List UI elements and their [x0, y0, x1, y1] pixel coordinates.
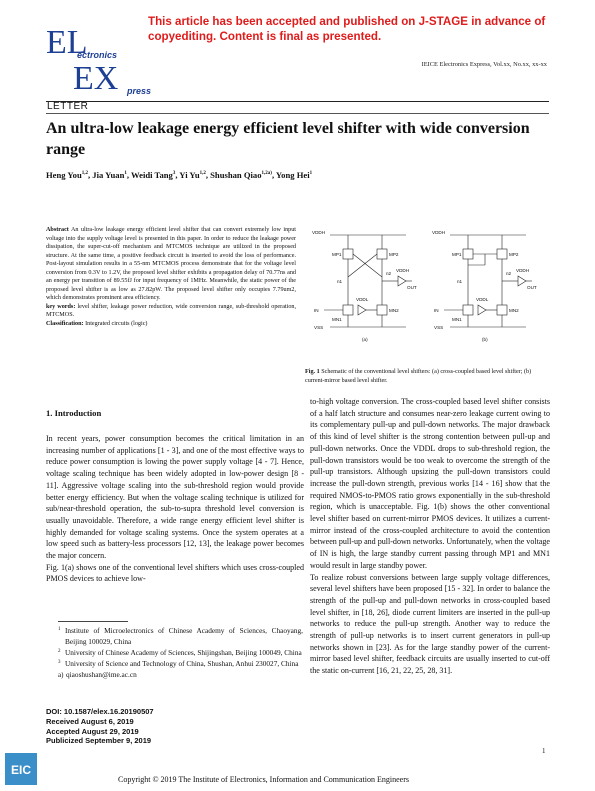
section-tag: LETTER — [47, 101, 89, 112]
fig-label: OUT — [527, 285, 537, 290]
journal-logo-press: press — [127, 86, 152, 96]
journal-logo-ex: EX — [73, 60, 119, 97]
author-list: Heng You$^{1,2}$, Jia Yuan$^1$, Weidi Tang$^3$, Yi Yu$^{1,2}$, Shushan Qiao$^{1,2a)}$, Yong Hei$^1$ — [46, 170, 313, 180]
fig-label: MP1 — [452, 252, 462, 257]
fig-label: n2 — [386, 271, 392, 276]
paragraph: to-high voltage conversion. The cross-coupled based level shifter consists of a half latch structure and consumes near-zero leakage current owing to its complementary pull-up and pull-down networks. The major drawback of this kind of level shifter is the strong contention between pull-up and pull-down networks. Once the VDDL drops to sub-threshold region, the pull-down transistors would be too weak to overcome the strength of the pull-up transistors. Although upsizing the pull-down transistors could increase the pull-down strength, previous works [14 - 16] show that the required NMOS-to-PMOS ratio grows exponentially in the sub-threshold region, which is unacceptable. Fig. 1(b) shows the other conventional level shifter based on current-mirror PMOS devices. It utilizes a current-mirror instead of the cross-coupled architecture to avoid the contention between pull-up and pull-down networks. Unfortunately, when the voltage of IN is high, the large standby current passing through MP1 and MN1 would result in large standby power. — [310, 397, 550, 570]
keywords-text: level shifter, leakage power reduction, wide conversion range, sub-threshold operation, MTCMOS. — [46, 303, 297, 318]
fig-label: (a) — [362, 337, 368, 342]
advance-publication-notice: This article has been accepted and published on J-STAGE in advance of copyediting. Content is final as presented. — [148, 15, 546, 43]
fig-label: VDDH — [312, 230, 326, 235]
fig-label: MN1 — [452, 317, 462, 322]
fig-label: MN2 — [509, 308, 519, 313]
fig-label: MP2 — [509, 252, 519, 257]
caption-label: Fig. 1 — [305, 369, 320, 375]
fig-label: VDDH — [432, 230, 446, 235]
abstract-label: Abstract — [46, 227, 69, 233]
received-date: Received August 6, 2019 — [46, 716, 134, 726]
fig-label: (b) — [482, 337, 488, 342]
header-rule — [46, 101, 549, 102]
accepted-date: Accepted August 29, 2019 — [46, 726, 139, 736]
copyright-notice: Copyright © 2019 The Institute of Electronics, Information and Communication Engineers — [118, 775, 409, 784]
fig-label: MP1 — [332, 252, 342, 257]
ieice-corner-logo — [5, 753, 37, 785]
section-rule — [46, 113, 549, 114]
figure-caption — [305, 368, 550, 385]
doi: DOI: 10.1587/elex.16.20190507 — [46, 707, 154, 716]
paper-title: An ultra-low leakage energy efficient level shifter with wide conversion range — [46, 120, 530, 158]
footnote-rule — [58, 621, 128, 622]
footnote-item: 2 University of Chinese Academy of Sciences, Shijingshan, Beijing 100049, China — [58, 647, 302, 657]
fig-label: n1 — [337, 279, 343, 284]
figure-1-schematic — [310, 225, 550, 361]
classification-text: Integrated circuits (logic) — [85, 320, 148, 327]
footnote-item: a) qiaoshushan@ime.ac.cn — [58, 669, 137, 679]
fig-label: VSS — [434, 325, 444, 330]
fig-label: VDDH — [396, 268, 410, 273]
fig-label: VDDH — [516, 268, 530, 273]
svg-text:EIC: EIC — [10, 763, 32, 777]
fig-label: n2 — [506, 271, 512, 276]
fig-label: VDDL — [476, 297, 489, 302]
classification-label: Classification: — [46, 320, 84, 327]
abstract-block — [46, 226, 296, 328]
paragraph: To realize robust conversions between large supply voltage differences, several level shifters have been proposed [15 - 32]. In order to balance the strength of the pull-up and pull-down networks in cross-coupled based level shifter, in [18, 26], diode current limiters are inserted in the pull-up networks to reduce the pull-up strength. Another way to reduce the strength of pull-up networks is to insert current generators in pull-up networks shown in [23]. As for the large standby power of the current-mirror based level shifter, feedback circuits are usually inserted to cut-off the static on-current [16, 21, 22, 25, 28, 31]. — [310, 572, 550, 676]
journal-reference: IEICE Electronics Express, Vol.xx, No.xx, xx-xx — [421, 61, 547, 68]
body-column-left — [46, 433, 304, 585]
fig-label: OUT — [407, 285, 417, 290]
fig-label: IN — [434, 308, 439, 313]
paragraph: Fig. 1(a) shows one of the conventional level shifters which uses cross-coupled PMOS devices to achieve low- — [46, 562, 304, 584]
publication-info — [46, 707, 154, 746]
abstract-text: An ultra-low leakage energy efficient level shifter that can convert extremely low input voltage into the supply voltage level is presented in this paper. In order to reduce the leakage power dissipation, the super-cut-off mechanism and MTCMOS technique are utilized in the proposed structure. At the same time, a positive feedback circuit is inserted to avoid the loss of performance. Post-layout simulation results in a 55-nm MTCMOS process demonstrate that for the voltage level conversion from 0.3V to 1.2V, the proposed level shifter exhibits a propagation delay of 70.77ns and an energy per transition of 89.55fJ for input frequency of 1MHz. Meanwhile, the static power of the proposed level shifter is as low as 27.82pW. The proposed level shifter only occupies 7.79um2, which demonstrates prominent area efficiency. — [46, 227, 296, 301]
fig-label: MN2 — [389, 308, 399, 313]
journal-logo-el: EL — [46, 24, 88, 61]
fig-label: VSS — [314, 325, 324, 330]
keywords-label: key words: — [46, 303, 76, 310]
paragraph: In recent years, power consumption becomes the critical limitation in an increasing number of applications [1 - 3], and one of the most effective ways to reduce power consumption is lowing the power supply voltage [4 - 7]. Hence, voltage scaling technique has been widely adopted in low-power design [8 - 11]. Aggressive voltage scaling into the sub-threshold region would provide better energy efficiency. But when the voltage scaling technique is utilized for sub/near-threshold operation, the sub-to-supra threshold level conversion is usually unavoidable. Therefore, a wide range energy efficient level shifter is highly demanded for voltage scaling systems. Once the system operates at a low speed such as battery-less processors [12, 13], the leakage power becomes the major concern. — [46, 434, 304, 561]
journal-logo-electronics: ectronics — [77, 50, 118, 60]
body-column-right — [310, 396, 550, 677]
affiliation-footnotes — [58, 626, 303, 681]
fig-label: IN — [314, 308, 319, 313]
fig-label: MN1 — [332, 317, 342, 322]
fig-label: VDDL — [356, 297, 369, 302]
section-heading: 1. Introduction — [46, 408, 102, 418]
publicized-date: Publicized September 9, 2019 — [46, 736, 152, 746]
footnote-item: 3 University of Science and Technology of China, Shushan, Anhui 230027, China — [58, 658, 299, 668]
fig-label: MP2 — [389, 252, 399, 257]
caption-text: Schematic of the conventional level shifters: (a) cross-coupled based level shifter; (b) current-mirror based level shifter. — [305, 369, 532, 384]
fig-label: n1 — [457, 279, 463, 284]
footnote-item: 1 Institute of Microelectronics of Chinese Academy of Sciences, Chaoyang, Beijing 100029, China — [58, 626, 303, 646]
page-number: 1 — [542, 747, 546, 755]
